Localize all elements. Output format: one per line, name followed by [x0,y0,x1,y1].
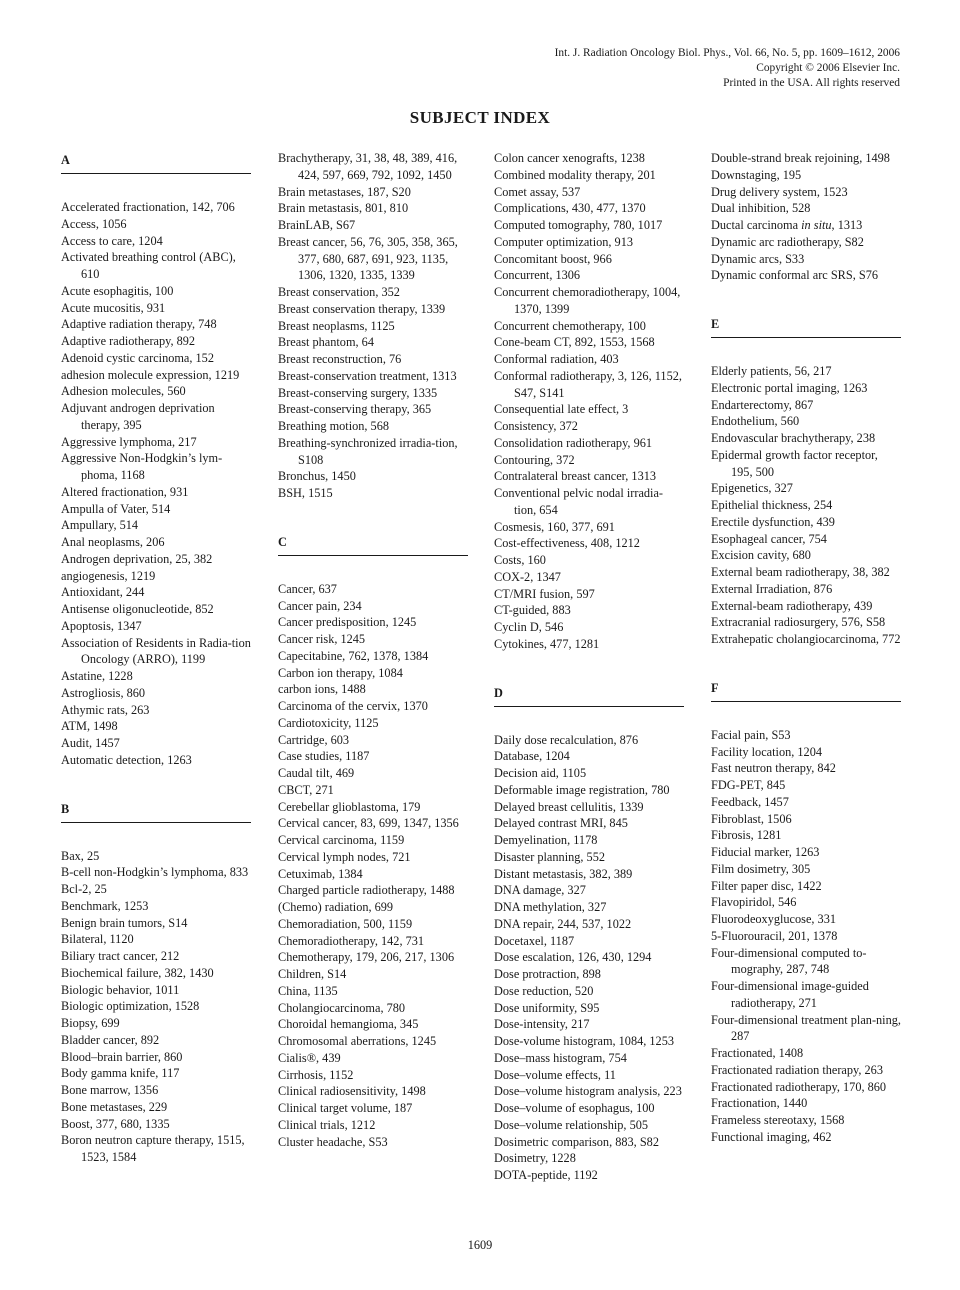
index-entry: Cost-effectiveness, 408, 1212 [494,536,640,551]
index-entry: Double-strand break rejoining, 1498 [711,151,890,165]
index-entry: Dosimetry, 1228 [494,1151,576,1166]
index-entry: Cancer risk, 1245 [278,632,366,646]
printed-line: Printed in the USA. All rights reserved [723,77,900,89]
index-entry: Brachytherapy, 31, 38, 48, 389, 416, 424, 597, 669, 792, 1092, 1450 [278,151,458,182]
index-entry: Cartridge, 603 [278,732,350,747]
index-entry: Fluorodeoxyglucose, 331 [711,912,837,926]
index-entry: Aggressive lymphoma, 217 [61,434,197,449]
index-entry: Biliary tract cancer, 212 [61,949,180,963]
section-rule [494,706,684,707]
index-entry: Caudal tilt, 469 [278,766,355,780]
index-entry: 5-Fluorouracil, 201, 1378 [711,928,838,943]
section-letter: F [711,680,719,695]
index-entry: Apoptosis, 1347 [61,618,142,633]
journal-citation: Int. J. Radiation Oncology Biol. Phys., Vol. 66, No. 5, pp. 1609–1612, 2006 [554,47,900,59]
index-entry: Breast conservation therapy, 1339 [278,301,446,316]
index-entry: Case studies, 1187 [278,749,370,764]
index-entry: Docetaxel, 1187 [494,933,575,948]
index-entry: Body gamma knife, 117 [61,1066,180,1081]
index-entry: Dose–volume histogram analysis, 223 [494,1084,682,1099]
index-entry: BSH, 1515 [278,486,333,500]
index-entry: Antisense oligonucleotide, 852 [61,602,214,616]
index-entry: COX-2, 1347 [494,569,561,584]
page-title: SUBJECT INDEX [409,108,551,127]
section-spacer [711,648,901,678]
index-entry: Bronchus, 1450 [278,469,356,484]
index-entry: Conventional pelvic nodal irradia-tion, 654 [494,486,664,517]
index-entry: Breast conservation, 352 [278,285,400,299]
index-entry: Conformal radiotherapy, 3, 126, 1152, S47, S141 [494,368,682,400]
index-entry: Consequential late effect, 3 [494,402,629,417]
section-letter: B [61,801,70,816]
index-entry: Cancer predisposition, 1245 [278,615,417,630]
index-entry: DNA repair, 244, 537, 1022 [494,916,632,931]
index-entry: Bilateral, 1120 [61,932,134,947]
index-entry: Breathing motion, 568 [278,419,390,433]
section-rule [61,822,251,823]
index-entry: Fibrosis, 1281 [711,828,782,843]
index-entry: CT/MRI fusion, 597 [494,586,595,601]
index-entry: Bladder cancer, 892 [61,1032,160,1047]
index-entry: Breast phantom, 64 [278,335,374,350]
index-entry: Computed tomography, 780, 1017 [494,218,663,232]
index-entry: Antioxidant, 244 [61,585,145,600]
index-entry: Dose–mass histogram, 754 [494,1050,627,1065]
index-entry: China, 1135 [278,983,338,998]
index-entry: Cosmesis, 160, 377, 691 [494,519,615,534]
index-entry: Ampullary, 514 [61,518,139,533]
index-entry: Deformable image registration, 780 [494,782,670,797]
index-entry: B-cell non-Hodgkin’s lymphoma, 833 [61,865,249,880]
index-entry: Contouring, 372 [494,452,575,467]
index-column-4 [711,150,901,1146]
index-entry: Cirrhosis, 1152 [278,1067,354,1082]
index-entry: Biochemical failure, 382, 1430 [61,965,214,980]
index-entry: Association of Residents in Radia-tion Oncology (ARRO), 1199 [61,635,251,667]
index-entry: Combined modality therapy, 201 [494,167,656,182]
index-entry: Complications, 430, 477, 1370 [494,201,646,216]
index-entry: Delayed contrast MRI, 845 [494,816,628,831]
index-entry: Astatine, 1228 [61,669,133,683]
index-entry: Fractionated, 1408 [711,1046,804,1060]
index-entry: Blood–brain barrier, 860 [61,1049,183,1064]
section-rule [61,173,251,174]
index-entry: Costs, 160 [494,553,546,567]
index-entry: External-beam radiotherapy, 439 [711,598,873,613]
index-entry: Fibroblast, 1506 [711,811,792,826]
index-entry: Brain metastases, 187, S20 [278,184,411,199]
index-entry: Database, 1204 [494,749,570,764]
index-entry: Epithelial thickness, 254 [711,498,833,512]
index-entry: Dosimetric comparison, 883, S82 [494,1134,659,1149]
index-entry: Accelerated fractionation, 142, 706 [61,200,235,214]
index-entry: Chemotherapy, 179, 206, 217, 1306 [278,950,455,965]
index-entry: Carbon ion therapy, 1084 [278,665,403,680]
index-entry: FDG-PET, 845 [711,778,786,792]
index-entry: Cone-beam CT, 892, 1553, 1568 [494,335,655,350]
index-entry: Access to care, 1204 [61,233,163,248]
index-entry: Colon cancer xenografts, 1238 [494,151,645,165]
index-entry: Chemoradiotherapy, 142, 731 [278,933,425,948]
index-entry: Biologic behavior, 1011 [61,982,180,997]
index-entry: Biopsy, 699 [61,1016,120,1030]
index-entry: Boron neutron capture therapy, 1515, 1523, 1584 [61,1133,245,1164]
section-letter: D [494,685,503,700]
section-spacer [61,769,251,799]
index-entry: Concurrent chemotherapy, 100 [494,318,646,333]
index-entry: Dose–volume of esophagus, 100 [494,1101,655,1115]
section-spacer [711,284,901,314]
section-letter: E [711,317,720,331]
index-entry: Choroidal hemangioma, 345 [278,1017,419,1032]
index-entry: Dose protraction, 898 [494,967,601,981]
index-entry: Cardiotoxicity, 1125 [278,715,379,730]
index-entry: Adhesion molecules, 560 [61,384,186,399]
index-entry: Cyclin D, 546 [494,620,564,634]
index-entry: Activated breathing control (ABC), 610 [61,250,236,281]
index-entry: Electronic portal imaging, 1263 [711,380,868,395]
index-entry: Erectile dysfunction, 439 [711,514,835,529]
index-entry: Benchmark, 1253 [61,898,149,913]
index-entry: Clinical target volume, 187 [278,1101,413,1115]
index-entry: Children, S14 [278,967,347,981]
index-entry: Cervical carcinoma, 1159 [278,833,405,847]
index-entry: Fractionated radiation therapy, 263 [711,1062,883,1077]
index-entry: Concomitant boost, 966 [494,251,612,266]
index-entry: Four-dimensional treatment plan-ning, 287 [711,1012,901,1044]
index-entry: Fiducial marker, 1263 [711,845,820,859]
index-entry: Cancer pain, 234 [278,598,362,613]
index-entry: Breast-conserving therapy, 365 [278,402,432,417]
index-entry: Facial pain, S53 [711,727,791,742]
index-entry: Endarterectomy, 867 [711,397,814,412]
index-entry: Dose-volume histogram, 1084, 1253 [494,1034,674,1048]
index-entry: Carcinoma of the cervix, 1370 [278,699,428,713]
index-entry: Four-dimensional computed to-mography, 287, 748 [711,945,867,977]
index-entry: Bone metastases, 229 [61,1099,168,1114]
index-entry: Endovascular brachytherapy, 238 [711,431,876,445]
index-entry: Androgen deprivation, 25, 382 [61,551,213,566]
index-entry: Breast-conserving surgery, 1335 [278,385,438,400]
index-entry: Concurrent chemoradiotherapy, 1004, 1370, 1399 [494,285,681,316]
index-entry: carbon ions, 1488 [278,682,366,697]
index-entry: BrainLAB, S67 [278,218,356,232]
index-entry: Extracranial radiosurgery, 576, S58 [711,615,886,630]
index-entry: Breathing-synchronized irradia-tion, S108 [278,435,458,467]
index-entry: Boost, 377, 680, 1335 [61,1116,170,1131]
index-entry: Consistency, 372 [494,419,578,433]
index-entry: adhesion molecule expression, 1219 [61,367,240,382]
index-entry: Computer optimization, 913 [494,234,634,249]
index-entry: Consolidation radiotherapy, 961 [494,435,653,450]
index-entry: Cancer, 637 [278,581,337,596]
index-entry: Contralateral breast cancer, 1313 [494,469,657,484]
index-entry: Esophageal cancer, 754 [711,531,827,546]
index-entry: Bcl-2, 25 [61,882,107,896]
index-entry: Cluster headache, S53 [278,1134,388,1149]
index-entry: Chromosomal aberrations, 1245 [278,1034,437,1048]
index-entry: Clinical trials, 1212 [278,1117,376,1132]
index-entry: Ampulla of Vater, 514 [61,501,171,516]
index-entry: Adenoid cystic carcinoma, 152 [61,350,214,365]
index-entry: Downstaging, 195 [711,167,802,182]
index-entry: Chemoradiation, 500, 1159 [278,916,413,931]
index-entry: Distant metastasis, 382, 389 [494,866,633,881]
index-entry: CBCT, 271 [278,782,334,797]
index-entry: Bone marrow, 1356 [61,1083,159,1097]
index-entry: Bax, 25 [61,848,100,863]
index-entry: Anal neoplasms, 206 [61,535,165,549]
journal-header [555,46,900,91]
index-entry: DOTA-peptide, 1192 [494,1168,598,1182]
index-entry: Access, 1056 [61,216,127,231]
index-column-2 [278,150,468,1150]
index-entry: Breast neoplasms, 1125 [278,318,395,333]
section-rule [711,337,901,338]
index-entry: External Irradiation, 876 [711,581,833,596]
section-spacer [494,653,684,683]
index-entry: Acute esophagitis, 100 [61,283,174,298]
index-entry: Frameless stereotaxy, 1568 [711,1113,845,1127]
index-entry: Excision cavity, 680 [711,548,811,563]
index-column-1 [61,150,251,1166]
index-entry: Adaptive radiotherapy, 892 [61,334,196,348]
index-entry: External beam radiotherapy, 38, 382 [711,565,890,579]
index-entry: Cervical lymph nodes, 721 [278,849,411,864]
index-entry: angiogenesis, 1219 [61,568,156,583]
index-entry: Athymic rats, 263 [61,702,150,717]
index-entry: Dose reduction, 520 [494,983,594,998]
index-entry: ATM, 1498 [61,719,118,734]
index-entry: Decision aid, 1105 [494,766,587,780]
section-letter: A [61,153,70,167]
index-entry: Acute mucositis, 931 [61,300,166,315]
index-entry: Automatic detection, 1263 [61,752,192,767]
index-entry: Four-dimensional image-guided radiotherapy, 271 [711,979,869,1010]
index-entry: Feedback, 1457 [711,794,789,809]
index-entry: Aggressive Non-Hodgkin’s lym-phoma, 1168 [61,451,223,482]
index-entry: Concurrent, 1306 [494,268,581,283]
index-entry: Comet assay, 537 [494,184,581,199]
section-rule [711,701,901,702]
index-entry: Dose-intensity, 217 [494,1017,590,1032]
index-entry: (Chemo) radiation, 699 [278,900,394,914]
index-entry: Cervical cancer, 83, 699, 1347, 1356 [278,816,459,831]
index-entry: Audit, 1457 [61,736,120,750]
index-entry: Film dosimetry, 305 [711,861,811,876]
index-entry: Adaptive radiation therapy, 748 [61,317,217,332]
index-entry: Cetuximab, 1384 [278,866,363,881]
index-entry: Dose uniformity, S95 [494,1000,600,1015]
index-entry: Daily dose recalculation, 876 [494,732,639,747]
index-entry: Cialis®, 439 [278,1050,341,1065]
index-column-3 [494,150,684,1184]
index-entry: Charged particle radiotherapy, 1488 [278,883,455,898]
index-entry: Cholangiocarcinoma, 780 [278,1000,406,1015]
index-entry: Demyelination, 1178 [494,833,598,847]
index-entry: Disaster planning, 552 [494,849,605,864]
index-entry: Ductal carcinoma in situ, 1313 [711,218,863,232]
index-entry: Flavopiridol, 546 [711,895,797,910]
index-entry: Dose escalation, 126, 430, 1294 [494,950,652,965]
index-entry: Delayed breast cellulitis, 1339 [494,799,644,814]
index-entry: Biologic optimization, 1528 [61,999,200,1014]
index-entry: Altered fractionation, 931 [61,484,189,499]
index-entry: Epigenetics, 327 [711,481,793,496]
index-entry: Endothelium, 560 [711,414,800,429]
index-entry: Functional imaging, 462 [711,1129,832,1144]
index-entry: Brain metastasis, 801, 810 [278,201,409,216]
index-entry: CT-guided, 883 [494,603,571,618]
index-entry: Dynamic arcs, S33 [711,251,805,266]
index-entry: Dose–volume relationship, 505 [494,1117,649,1132]
index-entry: Astrogliosis, 860 [61,685,146,700]
index-entry: Drug delivery system, 1523 [711,184,848,199]
index-entry: Clinical radiosensitivity, 1498 [278,1084,426,1099]
index-entry: Conformal radiation, 403 [494,352,619,366]
index-entry: Breast cancer, 56, 76, 305, 358, 365, 377, 680, 687, 691, 923, 1135, 1306, 1320, 1335, 1339 [278,234,458,283]
index-entry: Dynamic conformal arc SRS, S76 [711,268,879,283]
section-letter: C [278,534,287,549]
index-entry: Fast neutron therapy, 842 [711,761,836,776]
index-entry: Elderly patients, 56, 217 [711,364,832,378]
index-entry: Fractionation, 1440 [711,1096,808,1111]
index-entry: Dual inhibition, 528 [711,201,811,216]
index-entry: Fractionated radiotherapy, 170, 860 [711,1079,887,1094]
copyright-line: Copyright © 2006 Elsevier Inc. [756,62,900,74]
index-entry: Benign brain tumors, S14 [61,915,188,930]
index-entry: Adjuvant androgen deprivation therapy, 395 [61,401,215,432]
page-number: 1609 [467,1238,493,1252]
index-entry: Dose–volume effects, 11 [494,1067,616,1082]
index-entry: Dynamic arc radiotherapy, S82 [711,234,864,249]
index-entry: Capecitabine, 762, 1378, 1384 [278,648,429,663]
index-entry: DNA damage, 327 [494,883,586,898]
index-entry: Filter paper disc, 1422 [711,878,822,893]
index-entry: Extrahepatic cholangiocarcinoma, 772 [711,632,901,646]
index-entry: Facility location, 1204 [711,744,822,759]
index-entry: Cerebellar glioblastoma, 179 [278,799,421,814]
section-rule [278,555,468,556]
index-entry: DNA methylation, 327 [494,900,607,914]
index-entry: Epidermal growth factor receptor, 195, 500 [711,447,878,479]
index-entry: Cytokines, 477, 1281 [494,636,600,651]
section-spacer [278,502,468,532]
index-entry: Breast-conservation treatment, 1313 [278,368,457,383]
index-entry: Breast reconstruction, 76 [278,352,402,366]
